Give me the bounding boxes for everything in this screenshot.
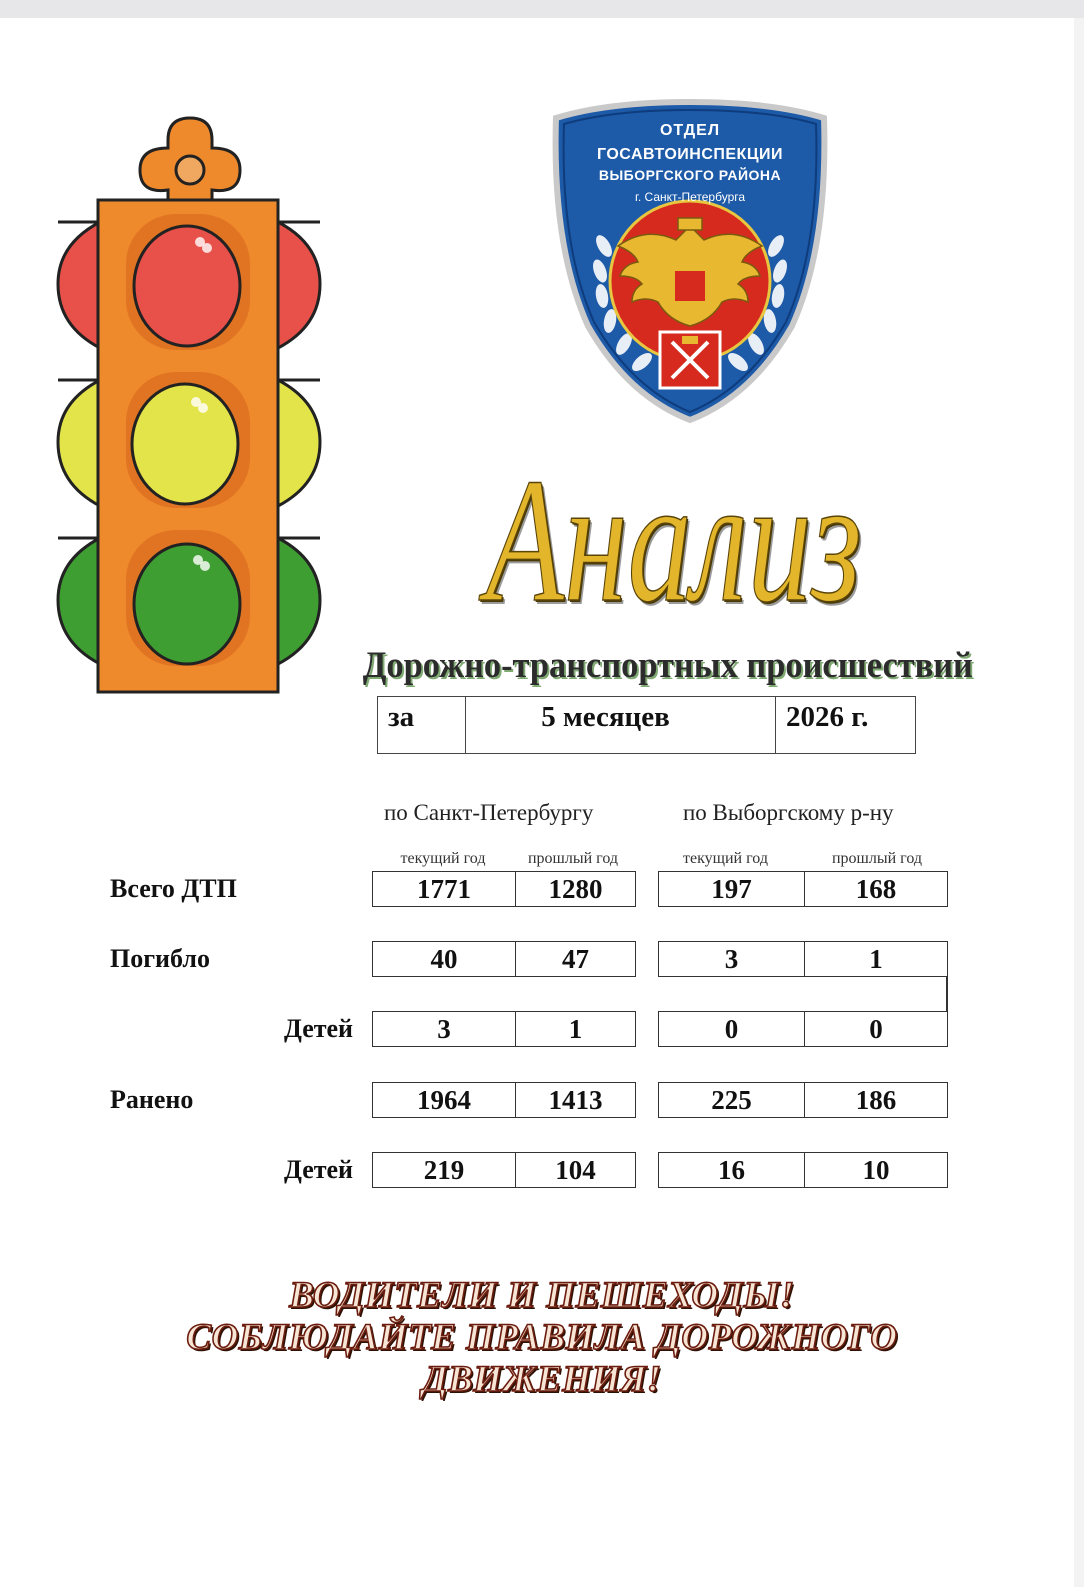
- table-connector-line: [946, 976, 948, 1012]
- vyborg-cells-injured: [658, 1082, 948, 1118]
- period-year: 2026 г.: [786, 701, 869, 733]
- vyborg-current-killed: 3: [724, 944, 739, 974]
- spb-current-killed: 40: [430, 944, 458, 974]
- vyborg-previous-killed: 1: [804, 942, 947, 976]
- spb-current-killed-children: 3: [437, 1014, 451, 1044]
- spb-cells-killed: [372, 941, 636, 977]
- spb-previous-killed-children: 1: [515, 1012, 635, 1046]
- vyborg-cells-total: [658, 871, 948, 907]
- emblem-line-1: ОТДЕЛ: [659, 122, 721, 139]
- vyborg-previous-killed-children: 0: [804, 1012, 947, 1046]
- row-label-injured: Ранено: [110, 1085, 194, 1114]
- spb-cells-killed-children: [372, 1011, 636, 1047]
- vyborg-previous-injured: 186: [804, 1083, 947, 1117]
- slogan-line-2: СОБЛЮДАЙТЕ ПРАВИЛА ДОРОЖНОГО: [186, 1317, 898, 1358]
- row-label-injured-children: Детей: [284, 1155, 354, 1184]
- green-lamp: [134, 544, 240, 664]
- yellow-lamp: [132, 384, 238, 504]
- year-label-vyborg-current: текущий год: [683, 850, 768, 867]
- spb-previous-injured-children: 104: [515, 1153, 635, 1187]
- page-edge: [1074, 18, 1084, 1587]
- spb-cells-injured: [372, 1082, 636, 1118]
- period-box: [377, 696, 916, 754]
- spb-previous-killed: 47: [515, 942, 635, 976]
- year-label-vyborg-previous: прошлый год: [831, 850, 923, 867]
- period-prefix: за: [378, 697, 466, 753]
- emblem-line-3: ВЫБОРГСКОГО РАЙОНА: [598, 167, 782, 183]
- vyborg-current-killed-children: 0: [724, 1014, 739, 1044]
- vyborg-cells-killed-children: [658, 1011, 948, 1047]
- vyborg-previous-total: 168: [804, 872, 947, 906]
- traffic-light-illustration: [50, 110, 330, 710]
- year-label-spb-previous: прошлый год: [527, 850, 619, 867]
- spb-current-injured-children: 219: [423, 1155, 465, 1185]
- page-title: Анализ: [485, 441, 862, 639]
- spb-cells-total: [372, 871, 636, 907]
- emblem-line-2: ГОСАВТОИНСПЕКЦИИ: [596, 146, 783, 163]
- emblem-line-4: г. Санкт-Петербурга: [634, 190, 746, 204]
- window-top-bar: [0, 0, 1084, 18]
- vyborg-current-injured-children: 16: [718, 1155, 745, 1185]
- region-header-spb: по Санкт-Петербургу: [384, 800, 594, 825]
- safety-slogan: [100, 1275, 984, 1401]
- traffic-light-cap-dot: [176, 156, 204, 184]
- spb-previous-injured: 1413: [515, 1083, 635, 1117]
- vyborg-cells-killed: [658, 941, 948, 977]
- row-label-killed-children: Детей: [284, 1014, 354, 1043]
- page-subtitle: Дорожно-транспортных происшествий: [362, 645, 973, 686]
- row-label-total: Всего ДТП: [110, 874, 237, 903]
- vyborg-cells-injured-children: [658, 1152, 948, 1188]
- row-label-killed: Погибло: [110, 944, 210, 973]
- vyborg-current-total: 197: [711, 874, 752, 904]
- vyborg-previous-injured-children: 10: [804, 1153, 947, 1187]
- spb-current-total: 1771: [417, 874, 471, 904]
- spb-current-injured: 1964: [417, 1085, 471, 1115]
- spb-cells-injured-children: [372, 1152, 636, 1188]
- slogan-line-1: ВОДИТЕЛИ И ПЕШЕХОДЫ!: [289, 1275, 795, 1316]
- year-label-spb-current: текущий год: [400, 850, 486, 867]
- vyborg-current-injured: 225: [711, 1085, 752, 1115]
- spb-previous-total: 1280: [515, 872, 635, 906]
- region-header-vyborg: по Выборгскому р-ну: [683, 800, 894, 825]
- red-lamp: [134, 226, 240, 346]
- traffic-police-emblem: [548, 96, 832, 426]
- slogan-line-3: ДВИЖЕНИЯ!: [422, 1359, 662, 1400]
- period-months: 5 месяцев: [466, 697, 776, 753]
